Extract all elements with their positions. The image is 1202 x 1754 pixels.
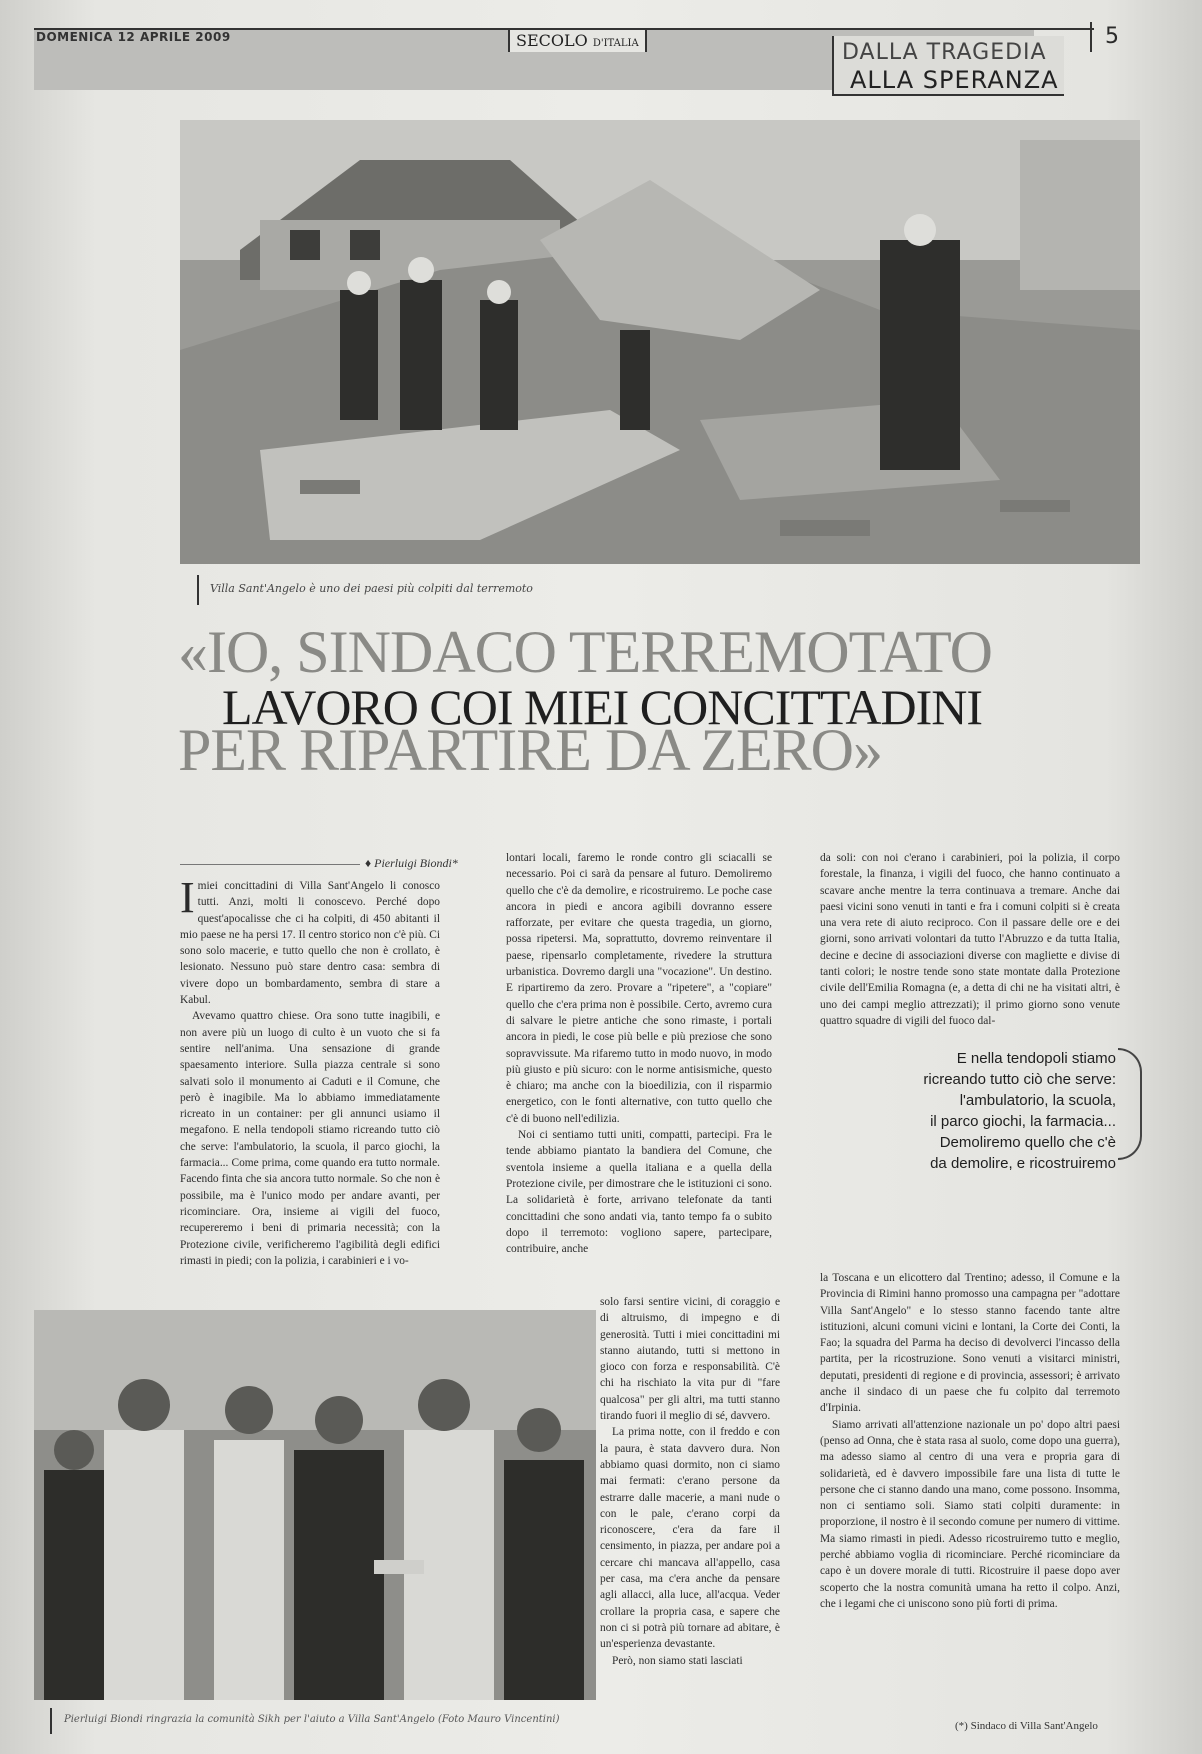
article-column-3 (820, 850, 1120, 1029)
headline-line3: PER RIPARTIRE DA ZERO» (178, 717, 882, 783)
masthead-main: SECOLO (516, 31, 588, 50)
masthead-small: D'ITALIA (592, 38, 639, 49)
pull-quote-line: il parco giochi, la farmacia... (930, 1113, 1116, 1130)
page-number: 5 (1090, 22, 1132, 52)
byline: ♦ Pierluigi Biondi* (365, 856, 458, 870)
author-footnote: (*) Sindaco di Villa Sant'Angelo (955, 1720, 1098, 1732)
rubble-rescue-photo (180, 120, 1140, 564)
article-column-2-continued (600, 1294, 780, 1669)
section-title-line2: ALLA SPERANZA (850, 66, 1059, 94)
paragraph: Siamo arrivati all'attenzione nazionale un po' dopo altri paesi (penso ad Onna, che è stata rasa al suolo, come dopo una guerra), ma adesso siamo al centro di una vera e propria gara di solidarietà, ed è davvero impossibile fare una lista di tutte le persone che ci stanno dando una mano, come possono. Insomma, non ci sentiamo soli. Siamo stati colpiti duramente: in proporzione, il nostro è il secondo comune per numero di vittime. Ma siamo rimasti in piedi. Adesso ricostruiremo tutto e meglio, perché abbiamo voglia di ricominciare. Perché ricominciare da capo è un dovere morale di tutti. Ricostruire il paese dopo aver scoperto che la nostra comunità umana ha retto il colpo. Anzi, che i legami che ci uniscono sono più forti di prima. (820, 1418, 1120, 1610)
group-handshake-illustration (34, 1310, 596, 1700)
article-column-1 (180, 873, 440, 1269)
paragraph: la Toscana e un elicottero dal Trentino; adesso, il Comune e la Provincia di Rimini hanno promosso una campagna per "adottare Villa Sant'Angelo" e lo stesso stanno facendo tante altre istituzioni, alcuni comuni vicini e lontani, la Corte dei Conti, la Fao; la squadra del Parma ha deciso di devolverci l'incasso della partita, per la ricostruzione. Sono venuti a visitarci ministri, deputati, presidenti di regione e di provincia, assessori; è arrivato anche il sindaco di un paese che fu colpito dal terremoto d'Irpinia. (820, 1272, 1120, 1415)
section-title-line1: DALLA TRAGEDIA (842, 40, 1047, 65)
pull-quote-line: l'ambulatorio, la scuola, (959, 1092, 1116, 1109)
caption-rule (50, 1708, 52, 1734)
paragraph: Noi ci sentiamo tutti uniti, compatti, partecipi. Fra le tende abbiamo piantato la bandiera del Comune, che sventola insieme a quella italiana e a quella della Protezione civile, per dimostrare che le istituzioni ci sono. La solidarietà è forte, arrivano telefonate da tanti concittadini che sono andati via, tanto tempo fa o subito dopo il terremoto: vogliono sapere, partecipare, contribuire, anche (506, 1129, 772, 1256)
paragraph: lontari locali, faremo le ronde contro gli sciacalli se necessario. Poi ci sarà da pensare al futuro. Demoliremo quello che c'è da demolire, e ricostruiremo. Le poche case ancora in piedi e ancora agibili dovranno essere rafforzate, per evitare che questa tragedia, un giorno, possa ripetersi. Ma, soprattutto, dovremo reinventare il paese, ripensarlo completamente, rivedere la struttura urbanistica. Dovremo dargli una "vocazione". Un destino. E ripartiremo da zero. Provare a "ripetere", a "copiare" quello che c'era prima non è possibile. Certo, avremo cura di salvare le pietre antiche che sono rimaste, i portali ancora in piedi, le cose più belle e più preziose che sono sopravvissute. Ma rifaremo tutto in modo nuovo, in modo più giusto e più sicuro: con le norme antisismiche, questo è chiaro; ma anche con la bioedilizia, con il risparmio energetico, con le fonti alternative, con tutto quello che c'è di buono nell'edilizia. (506, 852, 772, 1125)
paragraph: da soli: con noi c'erano i carabinieri, poi la polizia, il corpo forestale, la finanza, i vigili del fuoco, che hanno continuato a scavare anche mentre la terra continuava a tremare. Anche dai paesi vicini sono venuti in tanti e fra i comuni colpiti si è creata una vera rete di aiuto reciproco. Con il passare delle ore e dei giorni, sono arrivati volontari da tutto l'Abruzzo e da tutta Italia, decine e decine di associazioni diverse con magliette e divise di tanti colori; le nostre tende sono state montate dalla Protezione civile dell'Emilia Romagna (e, a detta di chi ne ha visitati altri, è uno dei campi meglio attrezzati); il primo giorno sono venute quattro squadre di vigili del fuoco dal- (820, 852, 1120, 1027)
pull-quote-line: Demoliremo quello che c'è (939, 1134, 1116, 1151)
bottom-photo-caption: Pierluigi Biondi ringrazia la comunità Sikh per l'aiuto a Villa Sant'Angelo (Foto Mauro Vincentini) (64, 1714, 560, 1725)
paragraph: La prima notte, con il freddo e con la paura, è stata davvero dura. Non abbiamo quasi dormito, non ci siamo mai fermati: c'erano persone da estrarre dalle macerie, a mani nude o con le pale, c'erano corpi da riconoscere, c'era da fare il censimento, in piazza, per andare poi a cercare chi mancava all'appello, casa per casa, ma c'era anche da pensare agli allacci, alla luce, all'acqua. Veder crollare la propria casa, e sapere che non ci si potrà più tornare ad abitare, è un'esperienza devastante. (600, 1426, 780, 1651)
paragraph: Imiei concittadini di Villa Sant'Angelo li conosco tutti. Anzi, molti li conoscevo. Perché dopo quest'apocalisse che ci ha colpiti, di 450 abitanti il mio paese ne ha persi 17. Il centro storico non c'è più. Ci sono solo macerie, e tutto quello che non è crollato, è lesionato. Nessuno può stare dentro casa: sembra di vivere dopo un bombardamento, sembra di stare a Kabul. (180, 873, 440, 1007)
article-column-2 (506, 850, 772, 1257)
byline-rule (180, 864, 360, 865)
pull-quote-line: E nella tendopoli stiamo (956, 1050, 1116, 1067)
pull-quote-line: da demolire, e ricostruiremo (930, 1155, 1116, 1172)
issue-date: DOMENICA 12 APRILE 2009 (36, 30, 231, 44)
masthead (508, 30, 647, 52)
caption-rule (197, 575, 199, 605)
pull-quote-line: ricreando tutto ciò che serve: (923, 1071, 1116, 1088)
headline-line2: LAVORO COI MIEI CONCITTADINI (222, 679, 983, 735)
headline-line1: «IO, SINDACO TERREMOTATO (178, 619, 993, 685)
top-photo-caption: Villa Sant'Angelo è uno dei paesi più colpiti dal terremoto (210, 582, 533, 595)
rubble-rescue-illustration (180, 120, 1140, 564)
pull-quote (836, 1048, 1116, 1174)
author-name: Pierluigi Biondi* (374, 856, 458, 870)
paragraph: Però, non siamo stati lasciati (612, 1654, 743, 1667)
paragraph: solo farsi sentire vicini, di coraggio e di altruismo, di impegno e di generosità. Tutti i miei concittadini mi stanno aiutando, tutti si mettono in gioco con forza e responsabilità. C'è chi ha rischiato la vita pur di "fare qualcosa" per gli altri, ma tutti stanno tirando fuori il meglio di sé, davvero. (600, 1296, 780, 1423)
group-handshake-photo (34, 1310, 596, 1700)
pull-quote-bracket (1118, 1048, 1142, 1160)
article-column-3-continued (820, 1270, 1120, 1612)
paragraph: Avevamo quattro chiese. Ora sono tutte inagibili, e non avere più un luogo di culto è un vuoto che si fa sentire nell'anima. Una sensazione di grande spaesamento interiore. Sulla piazza centrale si sono salvati solo il monumento ai Caduti e il Comune, che però è inagibile. Ma lo abbiamo immediatamente ricreato in un container: per gli annunci usiamo il megafono. E nella tendopoli stiamo ricreando tutto ciò che serve: l'ambulatorio, la scuola, il parco giochi, la farmacia... Come prima, come quando era tutto normale. Facendo finta che sia ancora tutto normale. So che non è possibile, ma è l'unico modo per andare avanti, per ricominciare. Ora, insieme ai vigili del fuoco, recupereremo i beni di primaria necessità; con la Protezione civile, verificheremo l'agibilità degli edifici rimasti in piedi; con la polizia, i carabinieri e i vo- (180, 1010, 440, 1267)
